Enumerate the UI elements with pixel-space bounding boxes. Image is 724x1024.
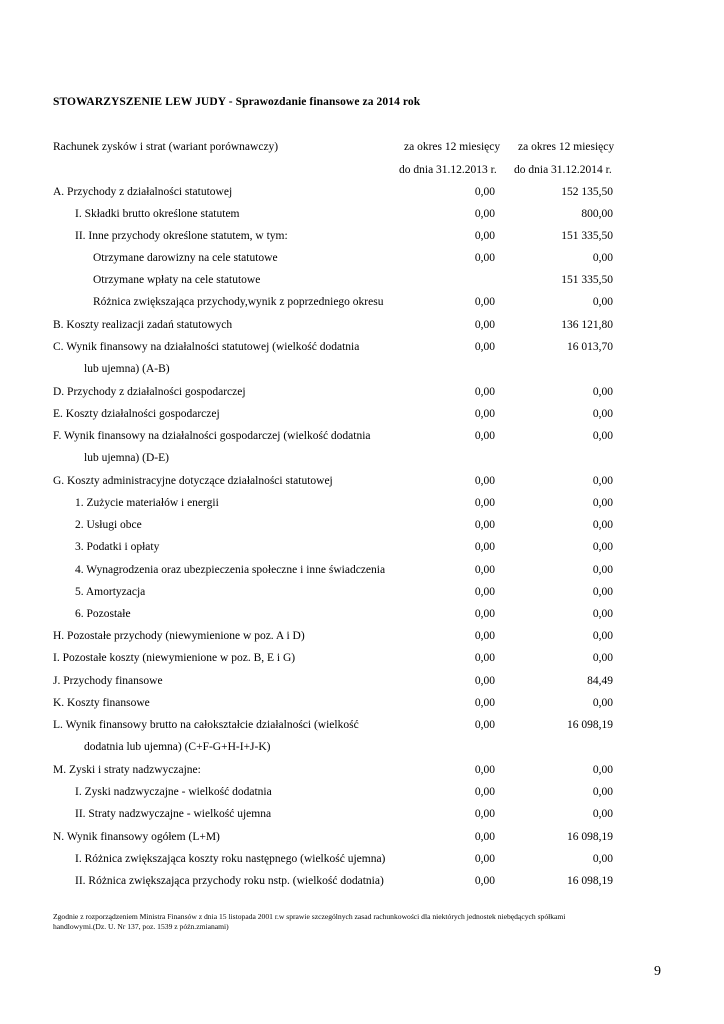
table-row — [53, 475, 613, 491]
table-row — [53, 675, 613, 691]
row-label: 6. Pozostałe — [75, 608, 131, 620]
row-label: lub ujemna) (D-E) — [84, 452, 169, 464]
row-label: N. Wynik finansowy ogółem (L+M) — [53, 831, 220, 843]
value-2013: 0,00 — [474, 608, 495, 620]
value-2013: 0,00 — [474, 630, 495, 642]
row-label: II. Straty nadzwyczajne - wielkość ujemna — [75, 808, 272, 820]
footnote-line-2: handlowymi.(Dz. U. Nr 137, poz. 1539 z późn.zmianami) — [53, 922, 229, 931]
value-2014: 0,00 — [592, 541, 613, 553]
value-2014: 136 121,80 — [561, 319, 613, 331]
row-label: 2. Usługi obce — [75, 519, 142, 531]
table-row — [53, 786, 613, 802]
row-label: H. Pozostałe przychody (niewymienione w poz. A i D) — [53, 630, 305, 642]
row-label: I. Składki brutto określone statutem — [75, 208, 240, 220]
column-2014-header-line2: do dnia 31.12.2014 r. — [514, 164, 612, 176]
row-label: A. Przychody z działalności statutowej — [53, 186, 233, 198]
value-2014: 0,00 — [592, 586, 613, 598]
table-row — [53, 853, 613, 869]
row-label: II. Różnica zwiększająca przychody roku nstp. (wielkość dodatnia) — [75, 875, 384, 887]
table-row — [53, 652, 613, 668]
table-row — [53, 274, 613, 290]
row-label: 3. Podatki i opłaty — [75, 541, 160, 553]
value-2014: 0,00 — [592, 652, 613, 664]
table-row — [53, 497, 613, 513]
table-row — [53, 252, 613, 268]
row-label: Otrzymane wpłaty na cele statutowe — [93, 274, 261, 286]
row-label: 1. Zużycie materiałów i energii — [75, 497, 219, 509]
column-2013-header-line1: za okres 12 miesięcy — [404, 141, 501, 153]
value-2013: 0,00 — [474, 541, 495, 553]
value-2014: 0,00 — [592, 808, 613, 820]
value-2013: 0,00 — [474, 252, 495, 264]
table-row — [53, 430, 613, 446]
table-row — [53, 719, 613, 735]
table-row — [53, 875, 613, 891]
table-row — [53, 186, 613, 202]
row-label: L. Wynik finansowy brutto na całokształcie działalności (wielkość — [53, 719, 359, 731]
row-label: Otrzymane darowizny na cele statutowe — [93, 252, 278, 264]
value-2014: 0,00 — [592, 475, 613, 487]
value-2014: 0,00 — [592, 386, 613, 398]
value-2013: 0,00 — [474, 853, 495, 865]
value-2013: 0,00 — [474, 386, 495, 398]
table-row — [53, 586, 613, 602]
value-2014: 0,00 — [592, 252, 613, 264]
page-title: STOWARZYSZENIE LEW JUDY - Sprawozdanie finansowe za 2014 rok — [53, 96, 421, 108]
value-2014: 0,00 — [592, 786, 613, 798]
value-2014: 0,00 — [592, 764, 613, 776]
value-2014: 84,49 — [587, 675, 613, 687]
value-2013: 0,00 — [474, 808, 495, 820]
value-2013: 0,00 — [474, 875, 495, 887]
table-row — [53, 519, 613, 535]
column-2014-header-line1: za okres 12 miesięcy — [518, 141, 615, 153]
row-label: M. Zyski i straty nadzwyczajne: — [53, 764, 201, 776]
table-row — [53, 230, 613, 246]
column-2013-header-line2: do dnia 31.12.2013 r. — [399, 164, 497, 176]
value-2014: 0,00 — [592, 519, 613, 531]
table-row — [53, 208, 613, 224]
value-2014: 16 098,19 — [567, 719, 613, 731]
value-2014: 0,00 — [592, 497, 613, 509]
value-2013: 0,00 — [474, 831, 495, 843]
value-2014: 0,00 — [592, 296, 613, 308]
value-2013: 0,00 — [474, 675, 495, 687]
table-row — [53, 630, 613, 646]
value-2013: 0,00 — [474, 519, 495, 531]
value-2013: 0,00 — [474, 719, 495, 731]
table-row — [53, 764, 613, 780]
row-label: 5. Amortyzacja — [75, 586, 146, 598]
row-label: Różnica zwiększająca przychody,wynik z poprzedniego okresu — [93, 296, 384, 308]
row-label: J. Przychody finansowe — [53, 675, 163, 687]
table-row — [53, 341, 613, 357]
table-row — [53, 541, 613, 557]
value-2013: 0,00 — [474, 586, 495, 598]
value-2013: 0,00 — [474, 764, 495, 776]
table-row — [53, 564, 613, 580]
value-2014: 800,00 — [581, 208, 613, 220]
value-2014: 152 135,50 — [561, 186, 613, 198]
value-2014: 151 335,50 — [561, 230, 613, 242]
value-2014: 0,00 — [592, 430, 613, 442]
value-2013: 0,00 — [474, 430, 495, 442]
table-row — [53, 363, 613, 379]
value-2014: 151 335,50 — [561, 274, 613, 286]
value-2014: 0,00 — [592, 853, 613, 865]
statement-label: Rachunek zysków i strat (wariant porównawczy) — [53, 141, 279, 153]
value-2013: 0,00 — [474, 786, 495, 798]
table-row — [53, 408, 613, 424]
value-2013: 0,00 — [474, 208, 495, 220]
row-label: B. Koszty realizacji zadań statutowych — [53, 319, 233, 331]
row-label: 4. Wynagrodzenia oraz ubezpieczenia społeczne i inne świadczenia — [75, 564, 386, 576]
row-label: dodatnia lub ujemna) (C+F-G+H-I+J-K) — [84, 741, 271, 753]
footnote-line-1: Zgodnie z rozporządzeniem Ministra Finansów z dnia 15 listopada 2001 r.w sprawie szczególnych zasad rachunkowości dla niektórych jednostek niebędących spółkami — [53, 912, 566, 921]
page-number: 9 — [654, 964, 661, 979]
value-2013: 0,00 — [474, 408, 495, 420]
table-row — [53, 386, 613, 402]
value-2014: 16 098,19 — [567, 875, 613, 887]
value-2013: 0,00 — [474, 230, 495, 242]
table-row — [53, 319, 613, 335]
row-label: D. Przychody z działalności gospodarczej — [53, 386, 246, 398]
row-label: lub ujemna) (A-B) — [84, 363, 170, 375]
table-row — [53, 452, 613, 468]
table-row — [53, 831, 613, 847]
value-2014: 0,00 — [592, 408, 613, 420]
row-label: I. Pozostałe koszty (niewymienione w poz. B, E i G) — [53, 652, 296, 664]
value-2014: 0,00 — [592, 564, 613, 576]
table-row — [53, 741, 613, 757]
row-label: E. Koszty działalności gospodarczej — [53, 408, 220, 420]
value-2013: 0,00 — [474, 564, 495, 576]
footnote — [53, 912, 613, 932]
value-2014: 16 013,70 — [567, 341, 613, 353]
value-2014: 16 098,19 — [567, 831, 613, 843]
table-row — [53, 808, 613, 824]
value-2013: 0,00 — [474, 186, 495, 198]
row-label: I. Różnica zwiększająca koszty roku następnego (wielkość ujemna) — [75, 853, 386, 865]
value-2013: 0,00 — [474, 497, 495, 509]
row-label: G. Koszty administracyjne dotyczące działalności statutowej — [53, 475, 333, 487]
table-row — [53, 608, 613, 624]
table-row — [53, 296, 613, 312]
row-label: K. Koszty finansowe — [53, 697, 150, 709]
value-2013: 0,00 — [474, 652, 495, 664]
row-label: I. Zyski nadzwyczajne - wielkość dodatnia — [75, 786, 272, 798]
value-2013: 0,00 — [474, 341, 495, 353]
row-label: II. Inne przychody określone statutem, w tym: — [75, 230, 288, 242]
value-2013: 0,00 — [474, 319, 495, 331]
value-2013: 0,00 — [474, 475, 495, 487]
value-2014: 0,00 — [592, 697, 613, 709]
row-label: F. Wynik finansowy na działalności gospodarczej (wielkość dodatnia — [53, 430, 371, 442]
value-2013: 0,00 — [474, 296, 495, 308]
value-2014: 0,00 — [592, 630, 613, 642]
table-row — [53, 697, 613, 713]
row-label: C. Wynik finansowy na działalności statutowej (wielkość dodatnia — [53, 341, 360, 353]
value-2013: 0,00 — [474, 697, 495, 709]
value-2014: 0,00 — [592, 608, 613, 620]
